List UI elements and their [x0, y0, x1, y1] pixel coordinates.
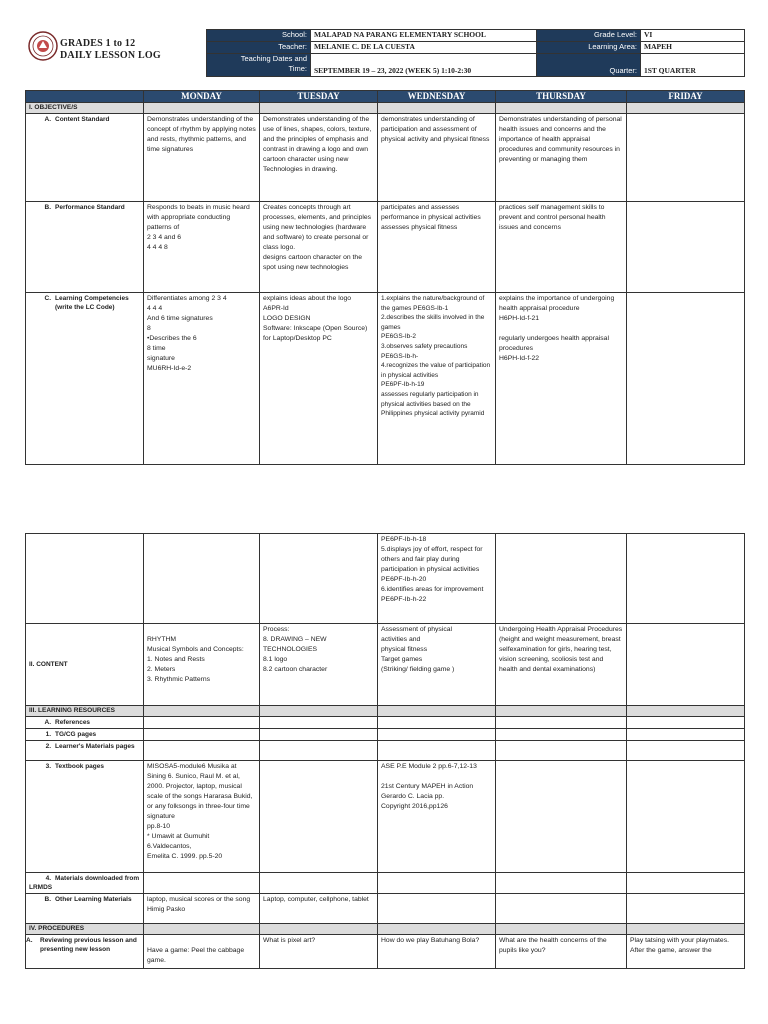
row-label: C. Learning Competencies (write the LC Code)	[26, 293, 144, 465]
grade-value: VI	[641, 30, 745, 42]
title-line-1: GRADES 1 to 12	[60, 38, 136, 49]
day-friday: FRIDAY	[627, 91, 745, 103]
section-title-procedures: IV. PROCEDURES	[26, 924, 144, 935]
area-value: MAPEH	[641, 42, 745, 54]
day-tuesday: TUESDAY	[260, 91, 378, 103]
table-row	[26, 935, 745, 969]
row-label: 1. TG/CG pages	[26, 729, 144, 741]
table-row	[26, 741, 745, 761]
cell-monday: MISOSA5-module6 Musika at Sining 6. Sunico, Raul M. et al, 2000. Projector, laptop, musical scale of the songs Hararasa Bukid, or any folksongs in three-four time signature pp.8-10 * Umawit at Gumuhit 6.Valdecantos, Emelita C. 1999. pp.5-20	[144, 761, 260, 873]
dates-label	[207, 54, 311, 77]
section-title-objectives: I. OBJECTIVE/S	[26, 103, 144, 114]
table-row	[26, 761, 745, 873]
deped-seal-icon	[28, 31, 58, 61]
cell-monday: laptop, musical scores or the song Himig Pasko	[144, 894, 260, 924]
corner-cell	[26, 91, 144, 103]
cell-thursday	[496, 761, 627, 873]
table-row	[26, 202, 745, 293]
section-row	[26, 103, 745, 114]
cell-monday: Demonstrates understanding of the concept of rhythm by applying notes and rests, rhythmic patterns, and time signatures	[144, 114, 260, 202]
cell-wednesday: 1.explains the nature/background of the games PE6GS-Ib-1 2.describes the skills involved in the games PE6GS-Ib-2 3.observes safety precautions PE6GS-Ib-h- 4.recognizes the value of participation in physical activities PE6PF-Ib-h-19 assesses regularly participation in physical activities based on the Philippines physical activity pyramid	[378, 293, 496, 465]
content-table	[25, 533, 745, 969]
day-wednesday: WEDNESDAY	[378, 91, 496, 103]
day-monday: MONDAY	[144, 91, 260, 103]
title-line-2: DAILY LESSON LOG	[60, 50, 161, 61]
cell-tuesday: Demonstrates understanding of the use of lines, shapes, colors, texture, and the principles of emphasis and contrast in drawing a logo and own cartoon character using new Technologies in drawing.	[260, 114, 378, 202]
cell-wednesday: How do we play Batuhang Bola?	[378, 935, 496, 969]
cell-monday: Differentiates among 2 3 4 4 4 4 And 6 time signatures 8 •Describes the 6 8 time signature MU6RH-Id-e-2	[144, 293, 260, 465]
cell-wednesday-continued: PE6PF-Ib-h-18 5.displays joy of effort, respect for others and fair play during participation in physical activities PE6PF-Ib-h-20 6.identifies areas for improvement PE6PF-Ib-h-22	[378, 534, 496, 624]
cell-thursday: Undergoing Health Appraisal Procedures (height and weight measurement, breast selfexamination for girls, hearing test, vision screening, scoliosis test and health and dental examinations)	[496, 624, 627, 706]
table-row	[26, 624, 745, 706]
section-row	[26, 924, 745, 935]
cell-tuesday: Creates concepts through art processes, elements, and principles using new technologies (hardware and software) to create personal or class logo. designs cartoon character on the spot using new technologies	[260, 202, 378, 293]
school-value: MALAPAD NA PARANG ELEMENTARY SCHOOL	[311, 30, 537, 42]
row-label: A. References	[26, 717, 144, 729]
cell-wednesday: demonstrates understanding of participation and assessment of physical activity and physical fitness	[378, 114, 496, 202]
cell-friday	[627, 894, 745, 924]
table-row	[26, 114, 745, 202]
area-label: Learning Area:	[537, 42, 641, 54]
cell-thursday	[496, 894, 627, 924]
cell-wednesday: participates and assesses performance in physical activities assesses physical fitness	[378, 202, 496, 293]
cell-tuesday	[260, 761, 378, 873]
dates-label-2: Time:	[288, 64, 307, 73]
cell-wednesday: Assessment of physical activities and physical fitness Target games (Striking/ fielding game )	[378, 624, 496, 706]
section-title-resources: III. LEARNING RESOURCES	[26, 706, 144, 717]
dates-value: SEPTEMBER 19 – 23, 2022 (WEEK 5) 1:10-2:30	[311, 54, 537, 77]
cell-tuesday: What is pixel art?	[260, 935, 378, 969]
document-title	[60, 38, 161, 62]
row-label: 4. Materials downloaded from LRMDS	[26, 873, 144, 894]
row-label: A. Content Standard	[26, 114, 144, 202]
cell-monday: Responds to beats in music heard with appropriate conducting patterns of 2 3 4 and 6 4 4 4 8	[144, 202, 260, 293]
teacher-label: Teacher:	[207, 42, 311, 54]
cell-thursday: explains the importance of undergoing health appraisal procedure H6PH-Id-f-21 regularly undergoes health appraisal procedures H6PH-Id-f-22	[496, 293, 627, 465]
row-label: B. Performance Standard	[26, 202, 144, 293]
cell-friday	[627, 114, 745, 202]
cell-tuesday: Process: 8. DRAWING – NEW TECHNOLOGIES 8.1 logo 8.2 cartoon character	[260, 624, 378, 706]
table-row	[26, 729, 745, 741]
header-info-table	[206, 29, 745, 77]
cell-thursday: Demonstrates understanding of personal health issues and concerns and the importance of health appraisal procedures and community resources in preventing or managing them	[496, 114, 627, 202]
table-row	[26, 534, 745, 624]
dates-label-1: Teaching Dates and	[240, 54, 307, 63]
objectives-table	[25, 90, 745, 465]
day-header-row	[26, 91, 745, 103]
row-label: 2. Learner's Materials pages	[26, 741, 144, 761]
cell-friday	[627, 624, 745, 706]
quarter-label: Quarter:	[537, 54, 641, 77]
cell-friday	[627, 761, 745, 873]
school-label: School:	[207, 30, 311, 42]
row-label: B. Other Learning Materials	[26, 894, 144, 924]
cell-wednesday	[378, 894, 496, 924]
content-label: II. CONTENT	[26, 624, 144, 706]
cell-monday: Have a game: Peel the cabbage game.	[144, 935, 260, 969]
cell-tuesday: Laptop, computer, cellphone, tablet	[260, 894, 378, 924]
table-row	[26, 873, 745, 894]
cell-monday: RHYTHM Musical Symbols and Concepts: 1. Notes and Rests 2. Meters 3. Rhythmic Patterns	[144, 624, 260, 706]
cell-thursday: What are the health concerns of the pupils like you?	[496, 935, 627, 969]
cell-thursday: practices self management skills to prevent and control personal health issues and concerns	[496, 202, 627, 293]
row-label: 3. Textbook pages	[26, 761, 144, 873]
table-row	[26, 894, 745, 924]
cell-friday	[627, 202, 745, 293]
cell-friday: Play tatsing with your playmates. After the game, answer the	[627, 935, 745, 969]
quarter-value: 1ST QUARTER	[641, 54, 745, 77]
cell-tuesday: explains ideas about the logo A6PR-Id LOGO DESIGN Software: Inkscape (Open Source) for Laptop/Desktop PC	[260, 293, 378, 465]
cell-friday	[627, 293, 745, 465]
section-row	[26, 706, 745, 717]
row-label: A. Reviewing previous lesson and presenting new lesson	[26, 935, 144, 969]
table-row	[26, 717, 745, 729]
grade-label: Grade Level:	[537, 30, 641, 42]
teacher-value: MELANIE C. DE LA CUESTA	[311, 42, 537, 54]
cell-wednesday: ASE P.E Module 2 pp.6-7,12-13 21st Century MAPEH in Action Gerardo C. Lacia pp. Copyright 2016,pp126	[378, 761, 496, 873]
day-thursday: THURSDAY	[496, 91, 627, 103]
table-row	[26, 293, 745, 465]
